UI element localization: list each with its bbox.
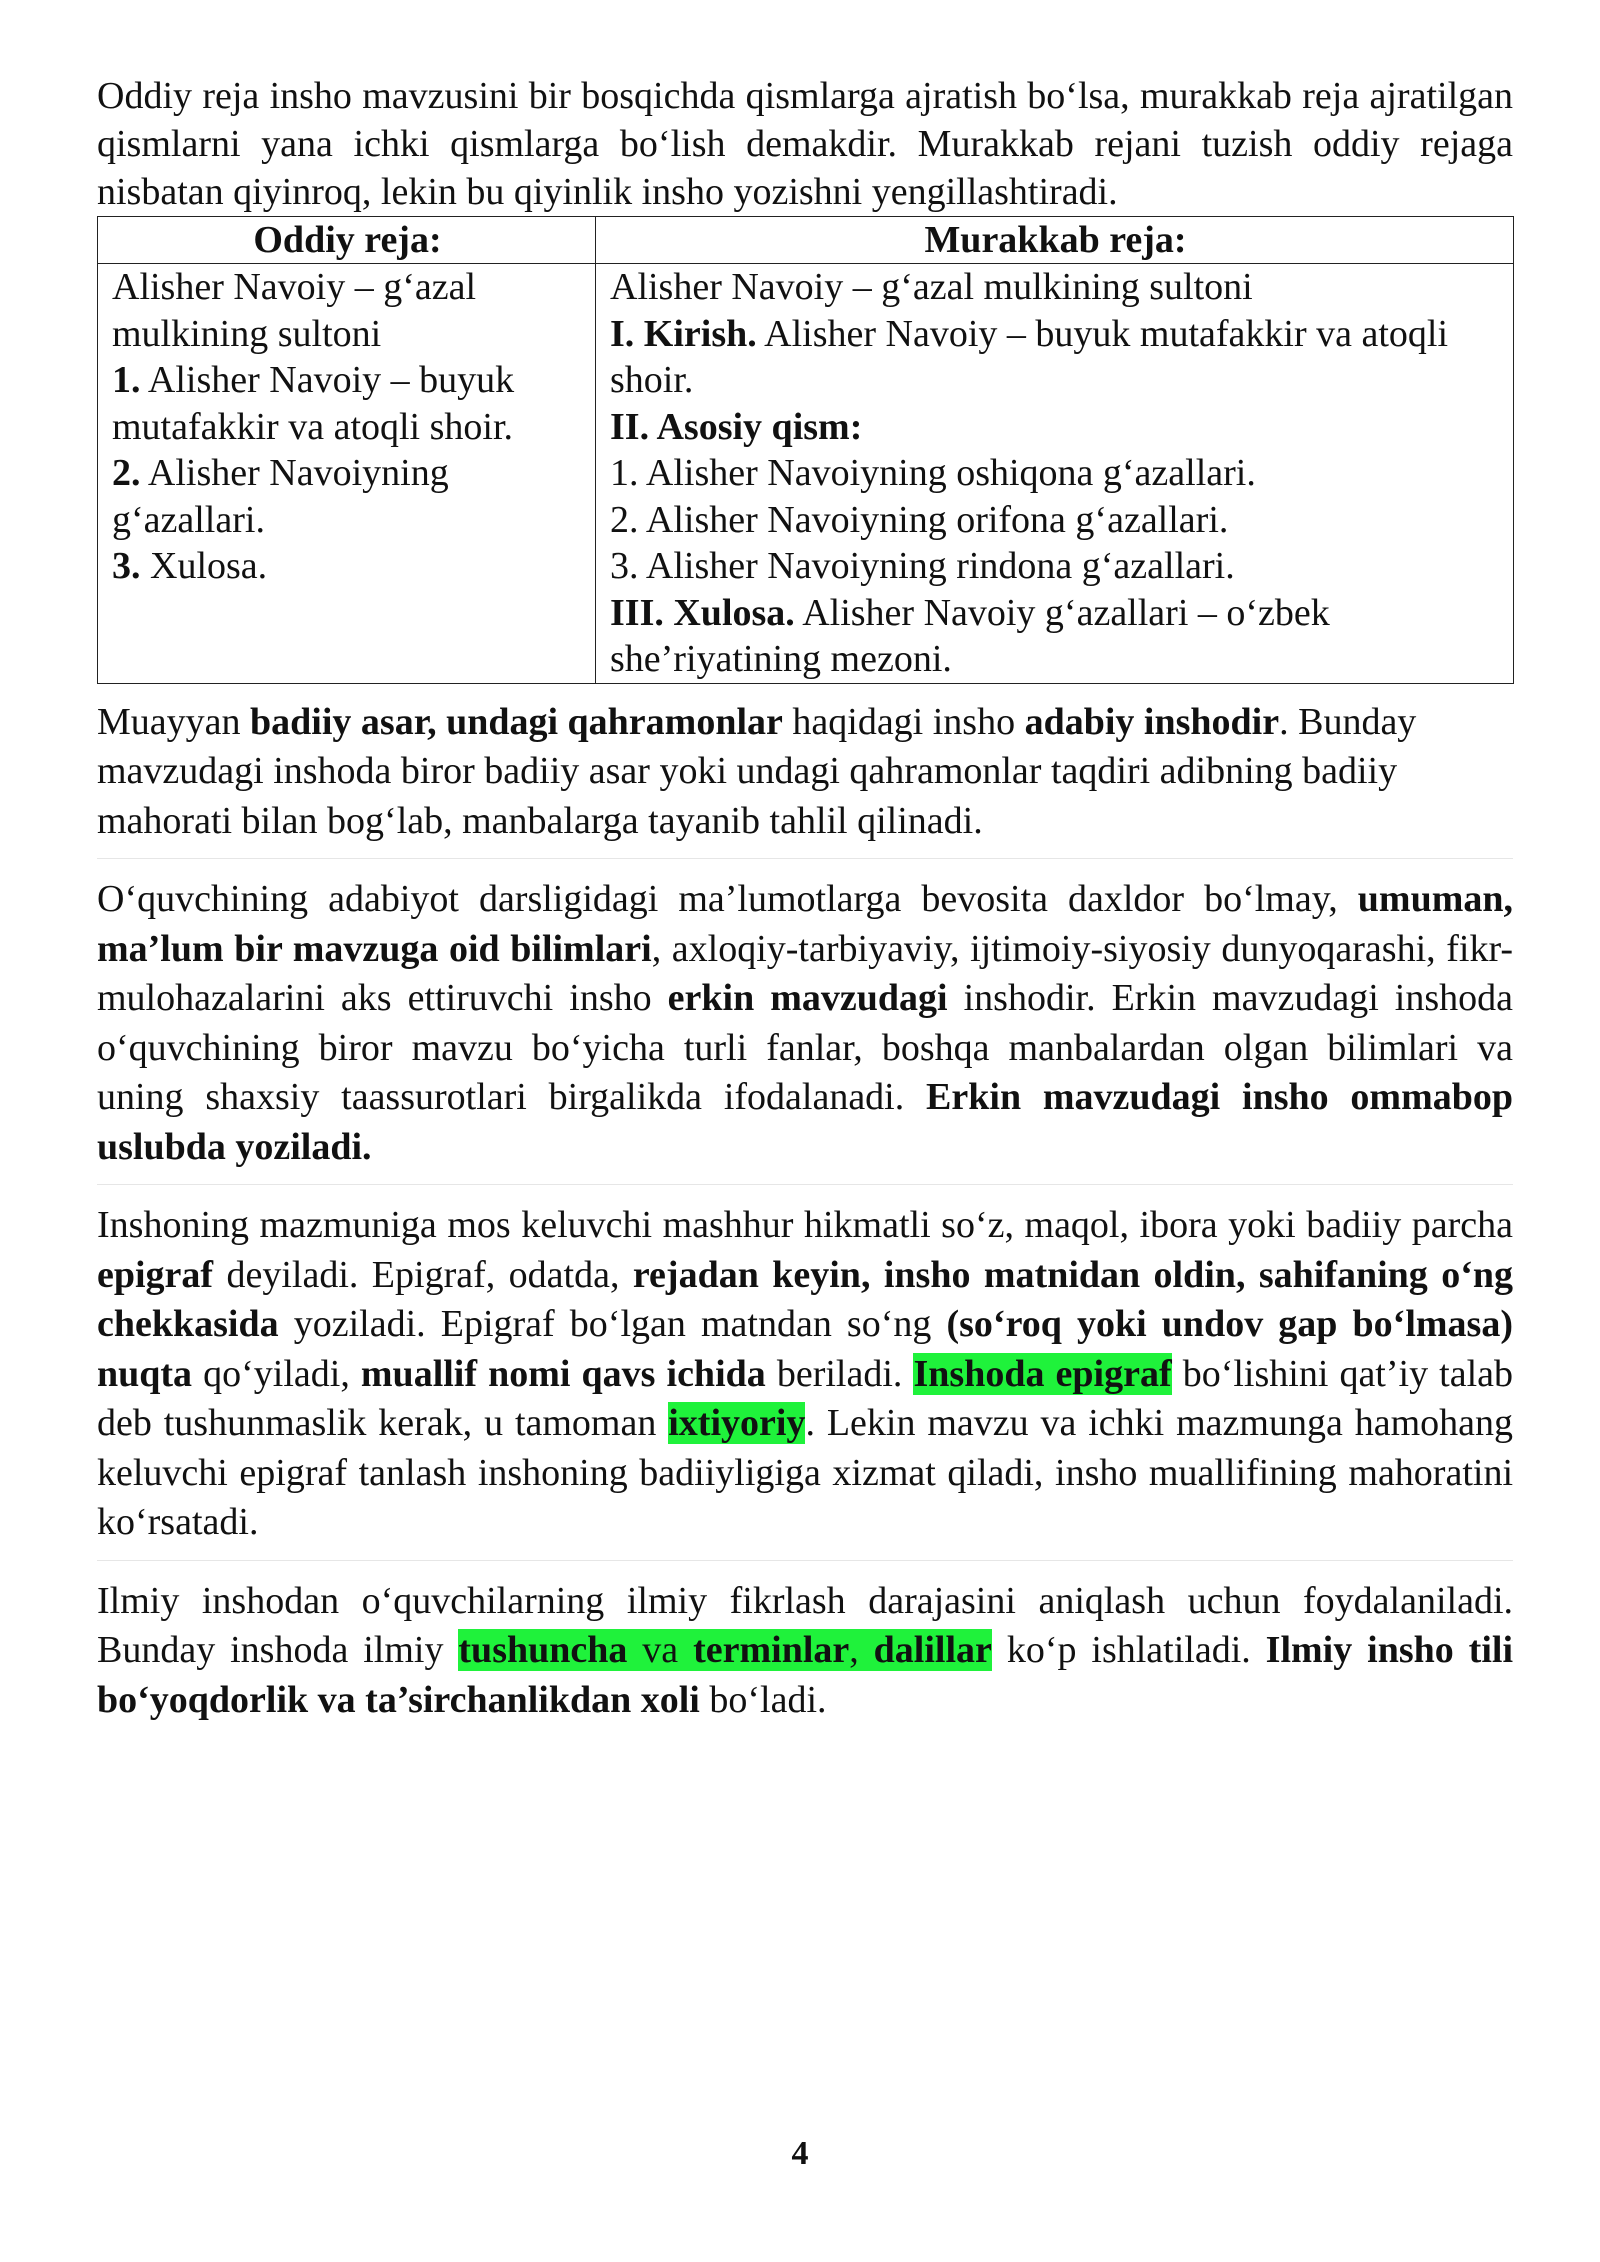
text-run: bo‘ladi.	[699, 1678, 827, 1721]
bold-run: Erkin mavzudagi insho ommabop uslubda yoziladi.	[97, 1076, 1513, 1168]
item-text: Alisher Navoiy – buyuk mutafakkir va atoqli shoir.	[112, 359, 515, 448]
literary-essay-paragraph	[97, 698, 1513, 847]
intro-paragraph: Oddiy reja insho mavzusini bir bosqichda qismlarga ajratish bo‘lsa, murakkab reja ajratilgan qismlarni yana ichki qismlarga bo‘lish demakdir. Murakkab rejani tuzish oddiy rejaga nisbatan qiyinroq, lekin bu qiyinlik insho yozishni yengillashtiradi.	[97, 75, 1513, 213]
epigraph-paragraph	[97, 1184, 1513, 1548]
simple-plan-cell	[98, 264, 596, 684]
page-number: 4	[791, 2135, 809, 2172]
simple-plan-item	[112, 450, 583, 543]
text-run: beriladi.	[765, 1352, 914, 1395]
document-page	[97, 72, 1513, 1725]
table-row	[98, 264, 1514, 684]
highlighted-run: Inshoda epigraf	[913, 1352, 1172, 1395]
text-run: inshodir. Erkin mavzudagi inshoda o‘quvchining biror mavzu bo‘yicha turli fanlar, boshqa manbalardan olgan bilimlari va uning shaxsiy taassurotlari birgalikda ifodalanadi.	[97, 977, 1513, 1118]
text-run: qo‘yiladi,	[192, 1352, 361, 1395]
simple-plan-header: Oddiy reja:	[98, 217, 596, 264]
free-topic-paragraph	[97, 858, 1513, 1172]
intro-label: I. Kirish.	[610, 312, 757, 355]
item-number: 1.	[112, 359, 141, 401]
complex-plan-title: Alisher Navoiy – g‘azal mulkining sultoni	[610, 266, 1253, 308]
simple-plan-title: Alisher Navoiy – g‘azal mulkining sultoni	[112, 266, 477, 355]
complex-plan-main-label	[610, 404, 1501, 451]
highlighted-run: va	[627, 1629, 694, 1671]
item-number: 2.	[112, 452, 141, 494]
plan-table	[97, 216, 1514, 684]
complex-plan-intro	[610, 311, 1501, 404]
scientific-essay-paragraph	[97, 1560, 1513, 1726]
complex-plan-main-item: 1. Alisher Navoiyning oshiqona g‘azallari.	[610, 452, 1256, 494]
bold-run: Ilmiy insho tili bo‘yoqdorlik va ta’sirchanlikdan xoli	[97, 1629, 1513, 1721]
text-run: bo‘lishini qat’iy talab deb tushunmaslik kerak, u tamoman	[97, 1352, 1514, 1444]
item-text: Alisher Navoiyning g‘azallari.	[112, 452, 449, 541]
table-header-row	[98, 217, 1514, 264]
conclusion-text: Alisher Navoiy g‘azallari – o‘zbek she’riyatining mezoni.	[610, 591, 1330, 680]
bold-run: badiiy asar, undagi qahramonlar	[250, 700, 783, 743]
text-run: O‘quvchining adabiyot darsligidagi ma’lumotlarga bevosita daxldor bo‘lmay,	[97, 878, 1358, 920]
text-run: yoziladi. Epigraf bo‘lgan matndan so‘ng	[278, 1303, 947, 1345]
complex-plan-main-item: 3. Alisher Navoiyning rindona g‘azallari.	[610, 545, 1235, 587]
item-text: Xulosa.	[140, 545, 268, 587]
text-run: , axloqiy-tarbiyaviy, ijtimoiy-siyosiy dunyoqarashi, fikr-mulohazalarini aks ettiruvchi insho	[97, 927, 1513, 1019]
bold-run: erkin mavzudagi	[667, 977, 948, 1019]
complex-plan-cell	[596, 264, 1514, 684]
complex-plan-conclusion	[610, 590, 1501, 683]
text-run: Inshoning mazmuniga mos keluvchi mashhur hikmatli so‘z, maqol, ibora yoki badiiy parcha	[97, 1204, 1513, 1246]
highlighted-run: terminlar	[693, 1629, 850, 1671]
bold-run: muallif nomi qavs ichida	[360, 1352, 766, 1395]
main-label: II. Asosiy qism:	[610, 405, 863, 448]
highlighted-run: ixtiyoriy	[668, 1402, 806, 1444]
bold-run: adabiy inshodir	[1024, 700, 1280, 743]
text-run: deyiladi. Epigraf, odatda,	[213, 1253, 633, 1296]
complex-plan-main-item: 2. Alisher Navoiyning orifona g‘azallari.	[610, 498, 1229, 541]
highlighted-run: dalillar	[873, 1629, 992, 1671]
complex-plan-header: Murakkab reja:	[596, 217, 1514, 264]
bold-run: rejadan keyin, insho matnidan oldin, sahifaning o‘ng chekkasida	[97, 1253, 1514, 1345]
highlighted-run: ,	[849, 1629, 874, 1671]
text-run: haqidagi insho	[782, 700, 1025, 743]
conclusion-label: III. Xulosa.	[610, 591, 795, 634]
bold-run: epigraf	[97, 1253, 214, 1296]
text-run: ko‘p ishlatiladi.	[991, 1629, 1266, 1671]
text-run: Ilmiy inshodan o‘quvchilarning ilmiy fikrlash darajasini aniqlash uchun foydalaniladi. Bunday inshoda ilmiy	[97, 1579, 1513, 1671]
bold-run: (so‘roq yoki undov gap bo‘lmasa) nuqta	[97, 1303, 1513, 1395]
highlighted-run: tushuncha	[458, 1629, 628, 1671]
bold-run: umuman, ma’lum bir mavzuga oid bilimlari	[97, 878, 1513, 970]
text-run: . Lekin mavzu va ichki mazmunga hamohang keluvchi epigraf tanlash inshoning badiiyligiga xizmat qiladi, insho muallifining mahoratini ko‘rsatadi.	[97, 1402, 1513, 1543]
simple-plan-item	[112, 357, 583, 450]
simple-plan-item	[112, 543, 583, 590]
text-run: Muayyan	[97, 700, 251, 743]
item-number: 3.	[112, 545, 141, 587]
text-run: . Bunday mavzudagi inshoda biror badiiy asar yoki undagi qahramonlar taqdiri adibning badiiy mahorati bilan bog‘lab, manbalarga tayanib tahlil qilinadi.	[97, 700, 1417, 842]
intro-text: Alisher Navoiy – buyuk mutafakkir va atoqli shoir.	[610, 312, 1449, 401]
